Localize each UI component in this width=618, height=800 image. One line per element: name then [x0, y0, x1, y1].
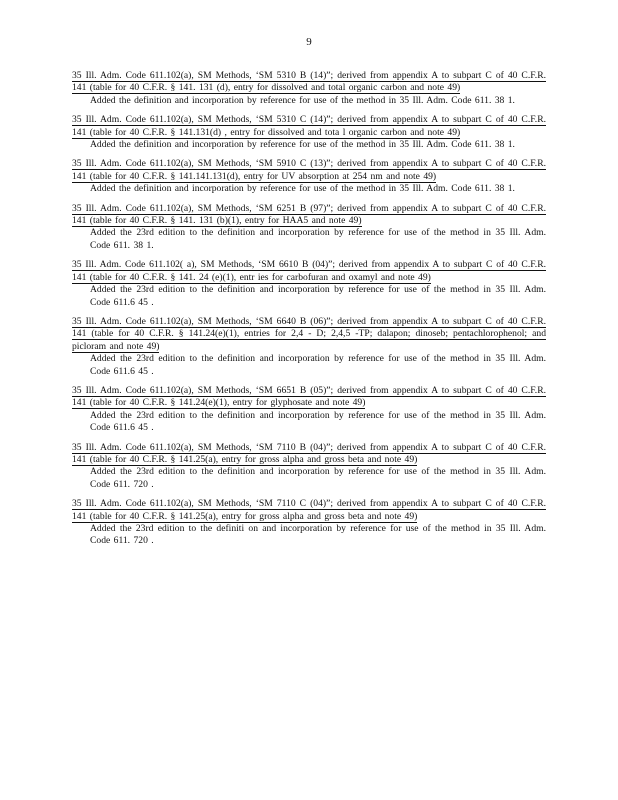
- entry-citation: 35 Ill. Adm. Code 611.102( a), SM Methods, ‘SM 6610 B (04)”; derived from appendix A to subpart C of 40 C.F.R. 141 (table for 40 C.F.R. § 141. 24 (e)(1), entr ies for carbofuran and oxamyl and note 49): [72, 259, 546, 283]
- entry-citation: 35 Ill. Adm. Code 611.102(a), SM Methods, ‘SM 5310 B (14)”; derived from appendix A to subpart C of 40 C.F.R. 141 (table for 40 C.F.R. § 141. 131 (d), entry for dissolved and total organic carbon and note 49): [72, 70, 546, 94]
- entry-sm-6640-b: [72, 316, 546, 378]
- entry-citation: 35 Ill. Adm. Code 611.102(a), SM Methods, ‘SM 6640 B (06)”; derived from appendix A to subpart C of 40 C.F.R. 141 (table for 40 C.F.R. § 141.24(e)(1), entries for 2,4 - D; 2,4,5 -TP; dalapon; dinoseb; pentachlorophenol; and picloram and note 49): [72, 315, 546, 352]
- amendment-entries: [72, 70, 546, 555]
- entry-sm-5910-c: [72, 158, 546, 195]
- entry-note: Added the definition and incorporation by reference for use of the method in 35 Ill. Adm. Code 611. 38 1.: [90, 139, 515, 151]
- entry-sm-5310-b: [72, 70, 546, 107]
- entry-citation: 35 Ill. Adm. Code 611.102(a), SM Methods, ‘SM 7110 B (04)”; derived from appendix A to subpart C of 40 C.F.R. 141 (table for 40 C.F.R. § 141.25(a), entry for gross alpha and gross beta and note 49): [72, 441, 546, 465]
- entry-note: Added the 23rd edition to the definition and incorporation by reference for use of the method in 35 Ill. Adm. Code 611. 720 .: [90, 466, 546, 490]
- entry-citation: 35 Ill. Adm. Code 611.102(a), SM Methods, ‘SM 6651 B (05)”; derived from appendix A to subpart C of 40 C.F.R. 141 (table for 40 C.F.R. § 141.24(e)(1), entry for glyphosate and note 49): [72, 384, 546, 409]
- entry-note: Added the definition and incorporation by reference for use of the method in 35 Ill. Adm. Code 611. 38 1.: [90, 183, 515, 195]
- entry-note: Added the 23rd edition to the definition and incorporation by reference for use of the method in 35 Ill. Adm. Code 611.6 45 .: [90, 284, 546, 308]
- entry-note: Added the 23rd edition to the definition and incorporation by reference for use of the method in 35 Ill. Adm. Code 611.6 45 .: [90, 409, 546, 434]
- entry-citation: 35 Ill. Adm. Code 611.102(a), SM Methods, ‘SM 7110 C (04)”; derived from appendix A to subpart C of 40 C.F.R. 141 (table for 40 C.F.R. § 141.25(a), entry for gross alpha and gross beta and note 49): [72, 498, 546, 522]
- page-number: 9: [306, 36, 312, 48]
- entry-sm-5310-c: [72, 114, 546, 151]
- entry-sm-6610-b: [72, 259, 546, 309]
- entry-note: Added the 23rd edition to the definition and incorporation by reference for use of the method in 35 Ill. Adm. Code 611. 38 1.: [90, 227, 546, 251]
- entry-note: Added the 23rd edition to the definition and incorporation by reference for use of the method in 35 Ill. Adm. Code 611.6 45 .: [90, 353, 546, 377]
- entry-citation: 35 Ill. Adm. Code 611.102(a), SM Methods, ‘SM 5910 C (13)”; derived from appendix A to subpart C of 40 C.F.R. 141 (table for 40 C.F.R. § 141.141.131(d), entry for UV absorption at 254 nm and note 49): [72, 158, 546, 182]
- entry-citation: 35 Ill. Adm. Code 611.102(a), SM Methods, ‘SM 6251 B (97)”; derived from appendix A to subpart C of 40 C.F.R. 141 (table for 40 C.F.R. § 141. 131 (b)(1), entry for HAA5 and note 49): [72, 202, 546, 227]
- entry-sm-7110-c: [72, 498, 546, 548]
- entry-sm-7110-b: [72, 442, 546, 492]
- entry-note: Added the definition and incorporation by reference for use of the method in 35 Ill. Adm. Code 611. 38 1.: [90, 94, 515, 106]
- entry-sm-6651-b: [72, 385, 546, 435]
- entry-citation: 35 Ill. Adm. Code 611.102(a), SM Methods, ‘SM 5310 C (14)”; derived from appendix A to subpart C of 40 C.F.R. 141 (table for 40 C.F.R. § 141.131(d) , entry for dissolved and tota l organic carbon and note 49): [72, 114, 546, 138]
- entry-note: Added the 23rd edition to the definiti on and incorporation by reference for use of the method in 35 Ill. Adm. Code 611. 720 .: [90, 523, 546, 547]
- entry-sm-6251-b: [72, 203, 546, 253]
